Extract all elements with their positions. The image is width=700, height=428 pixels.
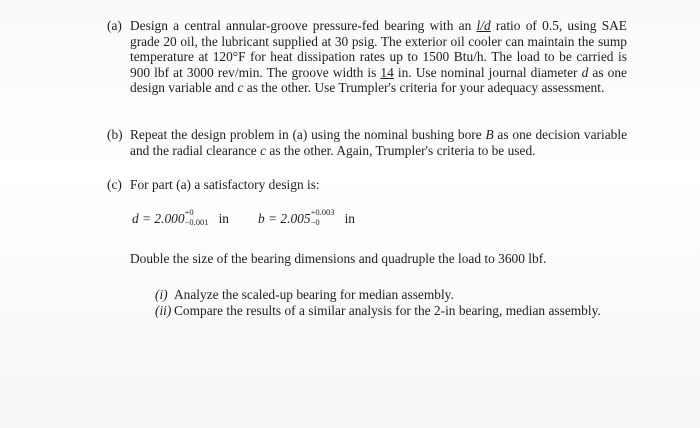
- d-tolerance: +0 −0.001: [184, 207, 209, 227]
- part-c: [107, 177, 627, 193]
- b-tolerance: +0.003 −0: [310, 207, 335, 227]
- part-a-label: (a): [107, 18, 122, 33]
- part-c-label: (c): [107, 177, 122, 192]
- equation-b: b = 2.005 +0.003 −0 in: [258, 207, 355, 227]
- part-b: [107, 127, 627, 158]
- groove-width: 14: [380, 64, 394, 80]
- part-b-label: (b): [107, 127, 123, 142]
- part-a: [107, 18, 627, 96]
- subitem-i: (i) Analyze the scaled-up bearing for median assembly.: [155, 287, 454, 302]
- equation-d: d = 2.000 +0 −0.001 in: [132, 207, 229, 227]
- instruction-text: Double the size of the bearing dimensions and quadruple the load to 3600 lbf.: [130, 251, 547, 266]
- subitem-ii: (ii) Compare the results of a similar analysis for the 2-in bearing, median assembly.: [155, 303, 601, 318]
- ld-ratio: l/d: [476, 18, 491, 33]
- part-b-text: Repeat the design problem in (a) using the nominal bushing bore B as one decision variable and the radial clearance c as the other. Again, Trumpler's criteria to be used.: [130, 127, 628, 158]
- part-c-text: For part (a) a satisfactory design is:: [130, 177, 320, 192]
- part-a-text: Design a central annular-groove pressure-fed bearing with an l/d ratio of 0.5, using SAE grade 20 oil, the lubricant supplied at 30 psig. The exterior oil cooler can maintain the sump temperature at 120°F for heat dissipation rates up to 1500 Btu/h. The load to be carried is 900 lbf at 3000 rev/min. The groove width is 14 in. Use nominal journal diameter d as one design variable and c as the other. Use Trumpler's criteria for your adequacy assessment.: [130, 18, 627, 96]
